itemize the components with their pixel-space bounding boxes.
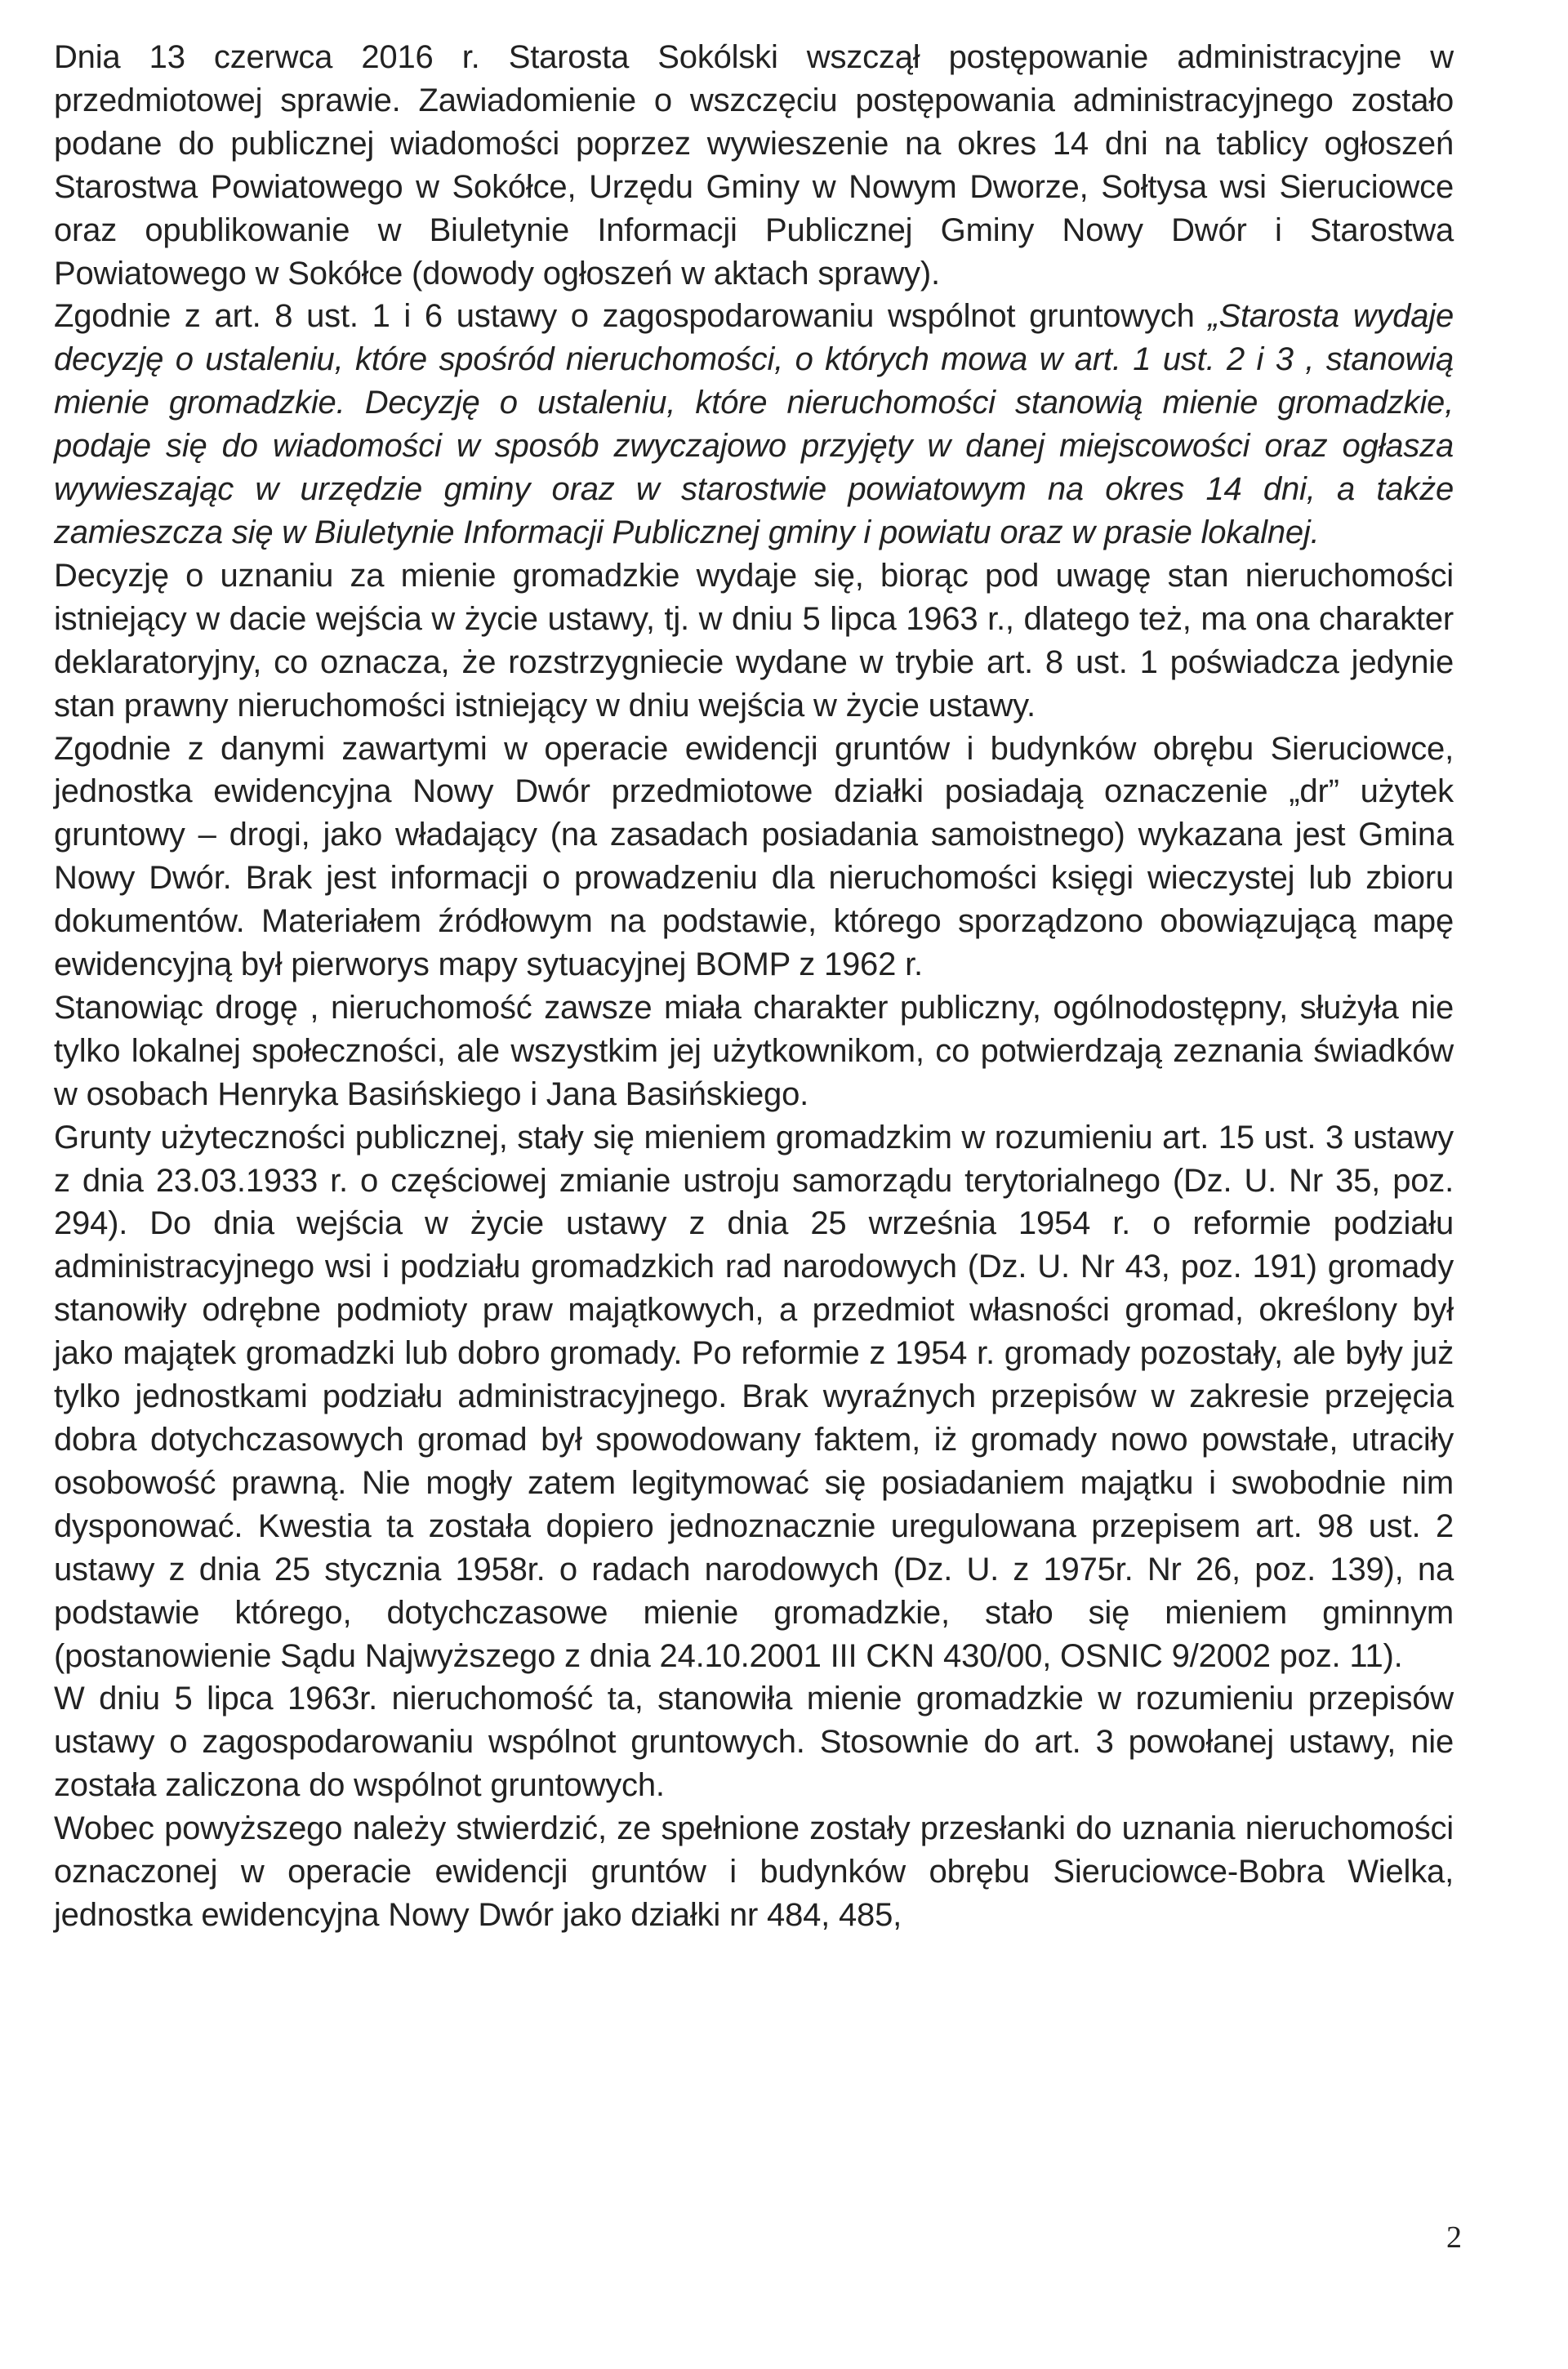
paragraph-conclusion: Wobec powyższego należy stwierdzić, ze spełnione zostały przesłanki do uznania nieruchomości oznaczonej w operacie ewidencji gruntów i budynków obrębu Sieruciowce-Bobra Wielka, jednostka ewidencyjna Nowy Dwór jako działki nr 484, 485, bbox=[54, 1810, 1454, 1933]
paragraph-public-road: Stanowiąc drogę , nieruchomość zawsze miała charakter publiczny, ogólnodostępny, służyła nie tylko lokalnej społeczności, ale wszystkim jej użytkownikom, co potwierdzają zeznania świadków w osobach Henryka Basińskiego i Jana Basińskiego. bbox=[54, 989, 1454, 1112]
page-number: 2 bbox=[1446, 2220, 1462, 2255]
paragraph-land-records: Zgodnie z danymi zawartymi w operacie ewidencji gruntów i budynków obrębu Sieruciowce, jednostka ewidencyjna Nowy Dwór przedmiotowe działki posiadają oznaczenie „dr” użytek gruntowy – drogi, jako władający (na zasadach posiadania samoistnego) wykazana jest Gmina Nowy Dwór. Brak jest informacji o prowadzeniu dla nieruchomości księgi wieczystej lub zbioru dokumentów. Materiałem źródłowym na podstawie, którego sporządzono obowiązującą mapę ewidencyjną był pierworys mapy sytuacyjnej BOMP z 1962 r. bbox=[54, 730, 1454, 983]
paragraph-legal-basis bbox=[54, 295, 1454, 554]
legal-basis-quote: „Starosta wydaje decyzję o ustaleniu, które spośród nieruchomości, o których mowa w art. 1 ust. 2 i 3 , stanowią mienie gromadzkie. Decyzję o ustaleniu, które nieruchomości stanowią mienie gromadzkie, podaje się do wiadomości w sposób zwyczajowo przyjęty w danej miejscowości oraz ogłasza wywieszając w urzędzie gminy oraz w starostwie powiatowym na okres 14 dni, a także zamieszcza się w Biuletynie Informacji Publicznej gminy i powiatu oraz w prasie lokalnej. bbox=[54, 298, 1454, 550]
paragraph-status-1963: W dniu 5 lipca 1963r. nieruchomość ta, stanowiła mienie gromadzkie w rozumieniu przepisów ustawy o zagospodarowaniu wspólnot gruntowych. Stosownie do art. 3 powołanej ustawy, nie została zaliczona do wspólnot gruntowych. bbox=[54, 1681, 1454, 1804]
paragraph-legal-history: Grunty użyteczności publicznej, stały się mieniem gromadzkim w rozumieniu art. 15 ust. 3 ustawy z dnia 23.03.1933 r. o częściowej zmianie ustroju samorządu terytorialnego (Dz. U. Nr 35, poz. 294). Do dnia wejścia w życie ustawy z dnia 25 września 1954 r. o reformie podziału administracyjnego wsi i podziału gromadzkich rad narodowych (Dz. U. Nr 43, poz. 191) gromady stanowiły odrębne podmioty praw majątkowych, a przedmiot własności gromad, określony był jako majątek gromadzki lub dobro gromady. Po reformie z 1954 r. gromady pozostały, ale były już tylko jednostkami podziału administracyjnego. Brak wyraźnych przepisów w zakresie przejęcia dobra dotychczasowych gromad był spowodowany faktem, iż gromady nowo powstałe, utraciły osobowość prawną. Nie mogły zatem legitymować się posiadaniem majątku i swobodnie nim dysponować. Kwestia ta została dopiero jednoznacznie uregulowana przepisem art. 98 ust. 2 ustawy z dnia 25 stycznia 1958r. o radach narodowych (Dz. U. z 1975r. Nr 26, poz. 139), na podstawie którego, dotychczasowe mienie gromadzkie, stało się mieniem gminnym (postanowienie Sądu Najwyższego z dnia 24.10.2001 III CKN 430/00, OSNIC 9/2002 poz. 11). bbox=[54, 1119, 1454, 1674]
legal-basis-intro: Zgodnie z art. 8 ust. 1 i 6 ustawy o zagospodarowaniu wspólnot gruntowych bbox=[54, 298, 1209, 335]
paragraph-declaratory-decision: Decyzję o uznaniu za mienie gromadzkie wydaje się, biorąc pod uwagę stan nieruchomości istniejący w dacie wejścia w życie ustawy, tj. w dniu 5 lipca 1963 r., dlatego też, ma ona charakter deklaratoryjny, co oznacza, że rozstrzygniecie wydane w trybie art. 8 ust. 1 poświadcza jedynie stan prawny nieruchomości istniejący w dniu wejścia w życie ustawy. bbox=[54, 557, 1454, 724]
document-body bbox=[54, 36, 1454, 1937]
paragraph-proceedings-initiated: Dnia 13 czerwca 2016 r. Starosta Sokólski wszczął postępowanie administracyjne w przedmiotowej sprawie. Zawiadomienie o wszczęciu postępowania administracyjnego zostało podane do publicznej wiadomości poprzez wywieszenie na okres 14 dni na tablicy ogłoszeń Starostwa Powiatowego w Sokółce, Urzędu Gminy w Nowym Dworze, Sołtysa wsi Sieruciowce oraz opublikowanie w Biuletynie Informacji Publicznej Gminy Nowy Dwór i Starostwa Powiatowego w Sokółce (dowody ogłoszeń w aktach sprawy). bbox=[54, 39, 1454, 292]
